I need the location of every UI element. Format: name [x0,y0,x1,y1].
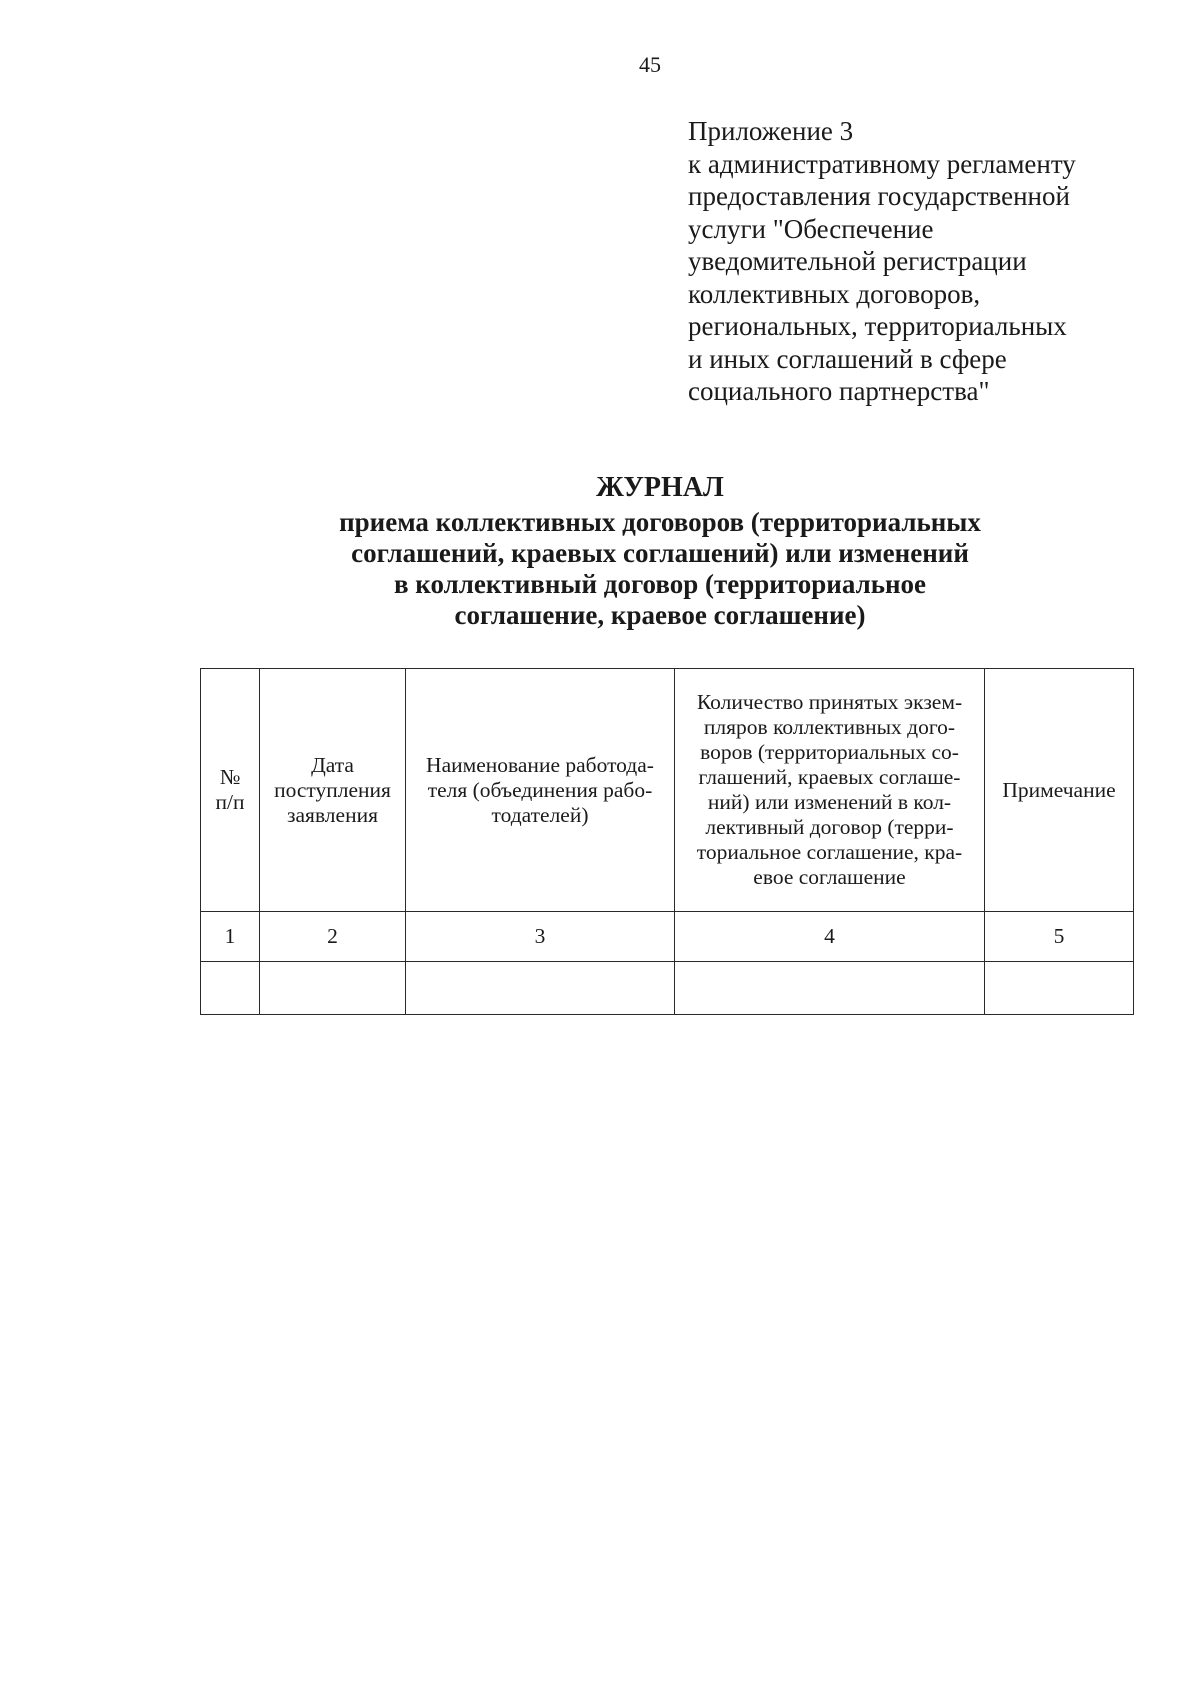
header-line: Примечание [1002,777,1116,802]
header-line: Количество принятых экзем- [696,690,963,714]
header-line: воров (территориальных со- [700,740,959,764]
journal-subtitle-line: соглашений, краевых соглашений) или изменений [351,538,969,568]
journal-title [200,472,1120,631]
header-line: ний) или изменений в кол- [707,790,952,814]
appendix-line: к административному регламенту [688,148,1076,179]
appendix-line: региональных, территориальных [688,311,1067,341]
header-line: глашений, краевых соглаше- [698,765,961,789]
table-empty-row [201,962,1134,1015]
column-number-cell: 4 [675,912,985,962]
table-column-number-row [201,912,1134,962]
empty-cell [406,962,675,1015]
header-cell-quantity [675,669,985,912]
header-line: ториальное соглашение, кра- [696,840,963,864]
page-number: 45 [639,52,661,77]
header-line: п/п [215,790,245,814]
header-line: тодателей) [491,802,589,827]
journal-subtitle-line: в коллективный договор (территориальное [393,569,927,599]
journal-table [200,668,1134,1015]
header-line: поступления [274,777,391,802]
empty-cell [675,962,985,1015]
empty-cell [201,962,260,1015]
column-number-cell: 3 [406,912,675,962]
header-line: евое соглашение [753,865,906,889]
empty-cell [985,962,1134,1015]
header-line: № [219,765,241,789]
journal-subtitle-line: соглашение, краевое соглашение) [454,600,866,630]
column-number-cell: 5 [985,912,1134,962]
header-cell-number [201,669,260,912]
header-line: пляров коллективных дого- [703,715,956,739]
appendix-line: уведомительной регистрации [688,246,1027,276]
header-line: Наименование работода- [426,752,654,777]
appendix-line: Приложение 3 [688,116,854,146]
appendix-line: социального партнерства" [688,376,990,406]
column-number-cell: 2 [260,912,406,962]
table-header-row [201,669,1134,912]
appendix-line: предоставления государственной [688,181,1070,211]
journal-heading: ЖУРНАЛ [596,472,724,503]
journal-subtitle-line: приема коллективных договоров (территориальных [339,507,981,537]
header-cell-employer [406,669,675,912]
empty-cell [260,962,406,1015]
header-line: заявления [287,802,378,827]
appendix-line: коллективных договоров, [688,278,981,309]
column-number-cell: 1 [201,912,260,962]
header-line: Дата [311,752,354,777]
appendix-line: услуги "Обеспечение [688,213,934,244]
appendix-line: и иных соглашений в сфере [688,343,1007,374]
header-cell-note [985,669,1134,912]
header-cell-date [260,669,406,912]
appendix-block [688,115,1128,408]
header-line: теля (объединения рабо- [427,777,653,802]
header-line: лективный договор (терри- [705,815,954,839]
